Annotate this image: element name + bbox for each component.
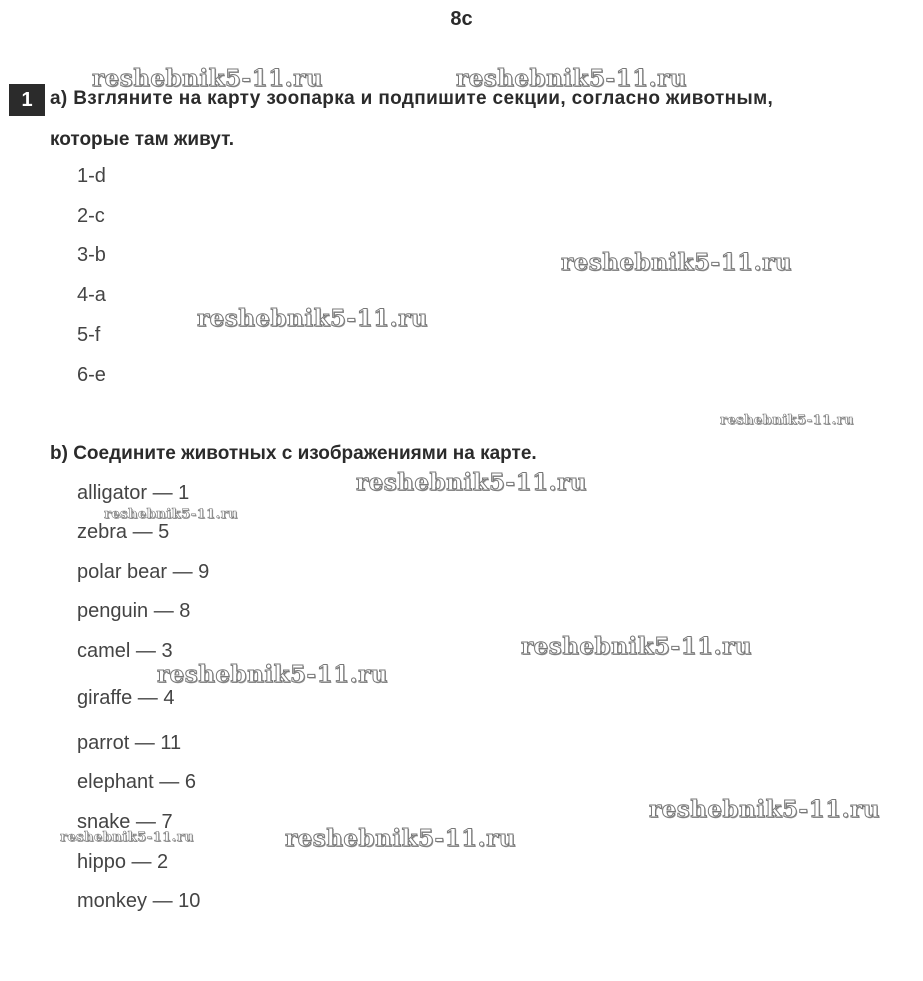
watermark: reshebnik5-11.ru bbox=[649, 796, 880, 823]
part-a-answer: 5-f bbox=[77, 324, 101, 346]
part-a-answer: 1-d bbox=[77, 165, 106, 187]
part-b-answer: elephant — 6 bbox=[77, 771, 196, 793]
part-a-answer: 4-a bbox=[77, 284, 106, 306]
watermark: reshebnik5-11.ru bbox=[197, 305, 428, 332]
part-b-answer: parrot — 11 bbox=[77, 732, 182, 754]
part-b-answer: zebra — 5 bbox=[77, 521, 170, 543]
part-b-answer: giraffe — 4 bbox=[77, 687, 175, 709]
watermark: reshebnik5-11.ru bbox=[720, 413, 855, 428]
part-b-answer: alligator — 1 bbox=[77, 482, 190, 504]
part-b-answer: monkey — 10 bbox=[77, 890, 201, 912]
page-title: 8c bbox=[450, 8, 473, 30]
watermark: reshebnik5-11.ru bbox=[521, 633, 752, 660]
watermark: reshebnik5-11.ru bbox=[157, 661, 388, 688]
watermark: reshebnik5-11.ru bbox=[356, 469, 587, 496]
part-b-answer: penguin — 8 bbox=[77, 600, 191, 622]
watermark: reshebnik5-11.ru bbox=[285, 825, 516, 852]
part-a-answer: 2-c bbox=[77, 205, 105, 227]
part-b-answer: snake — 7 bbox=[77, 811, 173, 833]
part-b-heading: b) Соедините животных с изображениями на карте. bbox=[50, 443, 537, 464]
part-a-answer: 3-b bbox=[77, 244, 106, 266]
watermark: reshebnik5-11.ru bbox=[456, 65, 687, 92]
part-a-heading-line1: a) Взгляните на карту зоопарка и подпишите секции, согласно животным, bbox=[50, 88, 774, 109]
part-a-answer: 6-e bbox=[77, 364, 106, 386]
part-b-answer: hippo — 2 bbox=[77, 851, 169, 873]
watermark: reshebnik5-11.ru bbox=[60, 830, 195, 845]
part-b-answer: camel — 3 bbox=[77, 640, 173, 662]
part-a-heading-line2: которые там живут. bbox=[50, 129, 235, 150]
part-b-answer: polar bear — 9 bbox=[77, 561, 210, 583]
watermark: reshebnik5-11.ru bbox=[92, 65, 323, 92]
watermark: reshebnik5-11.ru bbox=[104, 507, 239, 522]
task-number-badge: 1 bbox=[9, 84, 45, 116]
watermark: reshebnik5-11.ru bbox=[561, 249, 792, 276]
